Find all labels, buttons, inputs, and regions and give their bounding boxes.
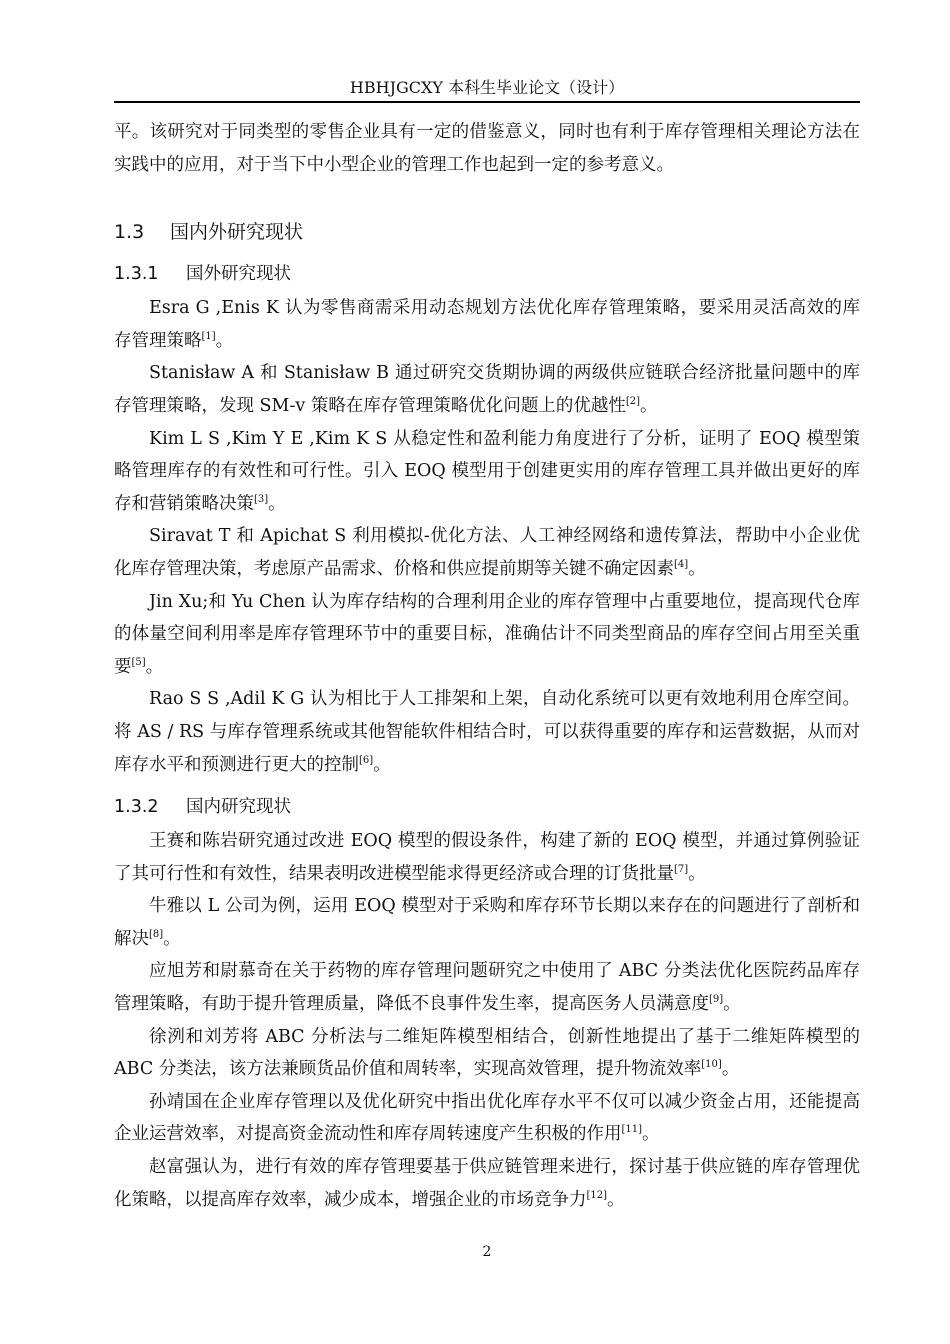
paragraph-tail: 。: [723, 994, 741, 1015]
paragraph-tail: 。: [373, 754, 391, 775]
paragraph: [114, 292, 860, 357]
paragraph-text: Siravat T 和 Apichat S 利用模拟-优化方法、人工神经网络和遗传算法，帮助中小企业优化库存管理决策，考虑原产品需求、价格和供应提前期等关键不确定因素: [114, 526, 860, 579]
citation: [7]: [674, 863, 689, 875]
paragraph: [114, 683, 860, 781]
paragraph-tail: 。: [688, 863, 706, 884]
section-heading-1-3: [114, 219, 860, 245]
section-number: 1.3: [114, 221, 145, 244]
domestic-research-paragraphs: [114, 825, 860, 1216]
paragraph: [114, 586, 860, 684]
paragraph-tail: 。: [607, 1189, 625, 1210]
document-body: [114, 116, 860, 1216]
subsection-number: 1.3.2: [114, 797, 159, 818]
subsection-number: 1.3.1: [114, 264, 159, 285]
citation: [12]: [586, 1189, 608, 1201]
paragraph: [114, 890, 860, 955]
paragraph-text: Stanisław A 和 Stanisław B 通过研究交货期协调的两级供应链联合经济批量问题中的库存管理策略，发现 SM-v 策略在库存管理策略优化问题上的优越性: [114, 363, 860, 416]
paragraph-tail: 。: [163, 928, 181, 949]
paragraph-tail: 。: [145, 656, 164, 677]
paragraph-tail: 。: [688, 558, 706, 579]
paragraph-text: Rao S S ,Adil K G 认为相比于人工排架和上架，自动化系统可以更有效地利用仓库空间。 将 AS / RS 与库存管理系统或其他智能软件相结合时，可以获得重要的库存和运营数据，从而对库存水平和预测进行更大的控制: [114, 689, 860, 775]
paragraph-text: Esra G ,Enis K 认为零售商需采用动态规划方法优化库存管理策略，要采用灵活高效的库存管理策略: [114, 298, 860, 351]
citation: [5]: [131, 656, 146, 668]
paragraph-text: 牛雅以 L 公司为例，运用 EOQ 模型对于采购和库存环节长期以来存在的问题进行了剖析和解决: [114, 896, 860, 949]
paragraph: [114, 1151, 860, 1216]
paragraph-text: 孙靖国在企业库存管理以及优化研究中指出优化库存水平不仅可以减少资金占用，还能提高企业运营效率，对提高资金流动性和库存周转速度产生积极的作用: [114, 1091, 860, 1145]
citation: [4]: [674, 559, 689, 571]
citation: [1]: [201, 330, 216, 342]
subsection-title: 国外研究现状: [186, 264, 291, 285]
paragraph-tail: 。: [268, 493, 286, 514]
subsection-heading-1-3-2: [114, 795, 860, 819]
paragraph: [114, 423, 860, 521]
paragraph: [114, 955, 860, 1020]
page-number: 2: [482, 1244, 492, 1260]
citation: [9]: [709, 994, 724, 1006]
paragraph-tail: 。: [215, 330, 234, 351]
citation: [6]: [359, 754, 374, 766]
paragraph: [114, 1021, 860, 1086]
citation: [3]: [254, 493, 269, 505]
paragraph-tail: 。: [640, 395, 658, 416]
citation: [11]: [621, 1124, 643, 1136]
citation: [8]: [149, 929, 164, 941]
paragraph-text: Kim L S ,Kim Y E ,Kim K S 从稳定性和盈利能力角度进行了分析，证明了 EOQ 模型策略管理库存的有效性和可行性。引入 EOQ 模型用于创建更实用的库存管理工具并做出更好的库存和营销策略决策: [114, 428, 860, 514]
subsection-title: 国内研究现状: [186, 797, 291, 818]
paragraph: [114, 825, 860, 890]
subsection-heading-1-3-1: [114, 262, 860, 286]
paragraph-text: 王赛和陈岩研究通过改进 EOQ 模型的假设条件，构建了新的 EOQ 模型，并通过算例验证了其可行性和有效性，结果表明改进模型能求得更经济或合理的订货批量: [114, 831, 860, 884]
header-divider: [114, 101, 860, 103]
foreign-research-paragraphs: [114, 292, 860, 781]
paragraph-text: Jin Xu;和 Yu Chen 认为库存结构的合理利用企业的库存管理中占重要地位，提高现代仓库的体量空间利用率是库存管理环节中的重要目标，准确估计不同类型商品的库存空间占用至关重要: [114, 591, 860, 677]
paragraph: [114, 1086, 860, 1151]
citation: [2]: [625, 396, 641, 408]
paragraph-tail: 。: [642, 1124, 660, 1145]
paragraph-text: 应旭芳和尉慕奇在关于药物的库存管理问题研究之中使用了 ABC 分类法优化医院药品库存管理策略，有助于提升管理质量，降低不良事件发生率，提高医务人员满意度: [114, 961, 860, 1015]
paragraph-text: 赵富强认为，进行有效的库存管理要基于供应链管理来进行，探讨基于供应链的库存管理优化策略，以提高库存效率，减少成本，增强企业的市场竞争力: [114, 1157, 860, 1210]
paragraph-tail: 。: [721, 1059, 740, 1080]
section-title: 国内外研究现状: [170, 221, 304, 244]
paragraph: [114, 520, 860, 585]
paragraph-text: 徐洌和刘芳将 ABC 分析法与二维矩阵模型相结合，创新性地提出了基于二维矩阵模型的 ABC 分类法，该方法兼顾货品价值和周转率，实现高效管理，提升物流效率: [114, 1026, 860, 1080]
page-header: HBHJGCXY 本科生毕业论文（设计）: [349, 78, 625, 97]
citation: [10]: [701, 1059, 722, 1071]
intro-paragraph: 平。该研究对于同类型的零售企业具有一定的借鉴意义，同时也有利于库存管理相关理论方法在实践中的应用，对于当下中小型企业的管理工作也起到一定的参考意义。: [114, 122, 860, 175]
paragraph: [114, 357, 860, 422]
